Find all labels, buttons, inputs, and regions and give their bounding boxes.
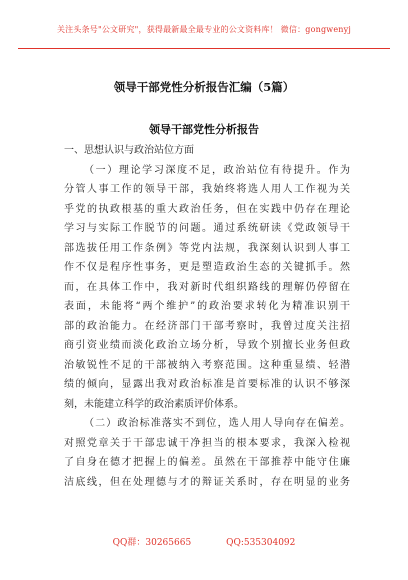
qq-group-label: QQ群：30265665 <box>112 538 192 548</box>
body-line: 了自身在德才把握上的偏差。虽然在干部推荐中能守住廉 <box>64 457 350 468</box>
article-title: 领导干部党性分析报告 <box>149 123 259 136</box>
body-line: 治敏锐性不足的干部被纳入考察范围。这种重显绩、轻潜 <box>64 359 350 371</box>
body-line: 而，在具体工作中，我对新时代组织路线的理解仍停留在 <box>64 281 350 293</box>
header-divider <box>18 48 390 49</box>
page-footer <box>0 535 408 548</box>
section-heading: 一、思想认识与政治站位方面 <box>64 145 194 156</box>
body-line: 对照党章关于干部忠诚干净担当的根本要求，我深入检视 <box>64 437 350 449</box>
body-line: （二）政治标准落实不到位，选人用人导向存在偏差。 <box>84 418 350 429</box>
body-line: 商引资业绩而淡化政治立场分析，导致个别擅长业务但政 <box>64 340 350 351</box>
body-line: 学习与实际工作脱节的问题。通过系统研读《党政领导干 <box>64 223 350 234</box>
body-line: 表面，未能将“两个维护”的政治要求转化为精准识别干 <box>64 301 350 312</box>
body-line: 作不仅是程序性事务，更是塑造政治生态的关键抓手。然 <box>64 262 350 273</box>
page-header <box>0 0 408 62</box>
body-line: 分管人事工作的领导干部，我始终将选人用人工作视为关 <box>64 184 350 195</box>
body-line: 绩的倾向，显露出我对政治标准是首要标准的认识不够深 <box>64 379 350 390</box>
body-line: 洁底线，但在处理德与才的辩证关系时，存在明显的业务 <box>64 476 350 488</box>
body-line: （一）理论学习深度不足，政治站位有待提升。作为 <box>84 164 350 176</box>
body-line: 部的政治能力。在经济部门干部考察时，我曾过度关注招 <box>64 320 350 332</box>
body-line: 刻，未能建立科学的政治素质评价体系。 <box>64 398 244 410</box>
promo-banner: 关注头条号"公文研究"，获得最新最全最专业的公文资料库！ 微信：gongwenyj <box>56 25 352 34</box>
qq-contact-label: QQ:535304092 <box>226 538 296 548</box>
body-line: 部选拔任用工作条例》等党内法规，我深刻认识到人事工 <box>64 242 350 254</box>
document-title: 领导干部党性分析报告汇编（5篇） <box>113 80 295 94</box>
document-body <box>64 141 350 492</box>
body-line: 乎党的执政根基的重大政治任务，但在实践中仍存在理论 <box>64 203 350 215</box>
